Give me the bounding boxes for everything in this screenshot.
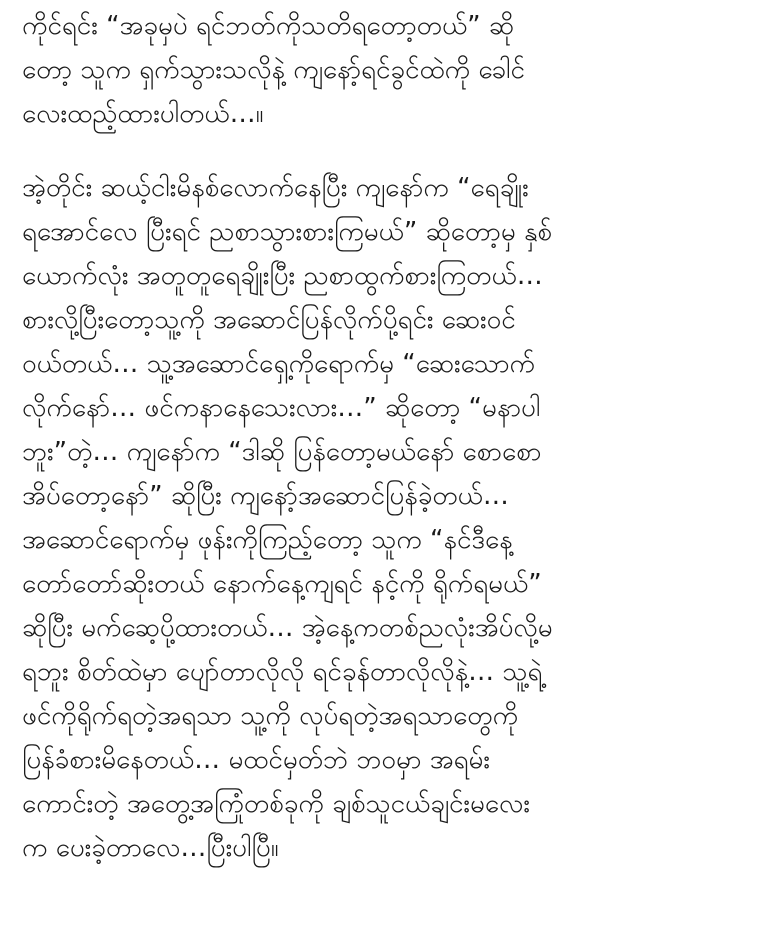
- text-line: ပြန်ခံစားမိနေတယ်… မထင်မှတ်ဘဲ ဘဝမှာ အရမ်း: [22, 745, 491, 775]
- text-line: ဘူး”တဲ့… ကျနော်က “ဒါဆို ပြန်တော့မယ်နော် စောစော: [22, 437, 542, 467]
- text-line: တော်တော်ဆိုးတယ် နောက်နေ့ကျရင် နင့်ကို ရိုက်ရမယ်”: [22, 569, 542, 599]
- text-line: အဲ့တိုင်း ဆယ့်ငါးမိနစ်လောက်နေပြီး ကျနော်က “ရေချိုး: [22, 173, 529, 203]
- text-line: တော့ သူက ရှက်သွားသလိုနဲ့ ကျနော့်ရင်ခွင်ထဲကို ခေါင်: [22, 55, 525, 85]
- paragraph-2: [22, 166, 746, 870]
- text-line: စားလို့ပြီးတော့သူ့ကို အဆောင်ပြန်လိုက်ပို့ရင်း ဆေးဝင်: [22, 305, 516, 335]
- text-line: ဝယ်တယ်… သူ့အဆောင်ရှေ့ကိုရောက်မှ “ဆေးသောက်: [22, 349, 535, 379]
- text-line: အိပ်တော့နော်” ဆိုပြီး ကျနော့်အဆောင်ပြန်ခဲ့တယ်…: [22, 481, 509, 511]
- text-line: ကိုင်ရင်း “အခုမှပဲ ရင်ဘတ်ကိုသတိရတော့တယ်” ဆို: [22, 11, 515, 41]
- text-line: ယောက်လုံး အတူတူရေချိုးပြီး ညစာထွက်စားကြတယ်…: [22, 261, 543, 291]
- text-line: က ပေးခဲ့တာလေ…ပြီးပါပြီ။: [22, 833, 279, 863]
- text-line: ရအောင်လေ ပြီးရင် ညစာသွားစားကြမယ်” ဆိုတော့မှ နှစ်: [22, 217, 553, 247]
- paragraph-1: [22, 4, 746, 136]
- text-line: လေးထည့်ထားပါတယ်…။: [22, 99, 264, 129]
- text-line: ရဘူး စိတ်ထဲမှာ ပျော်တာလိုလို ရင်ခုန်တာလိုလိုနဲ့… သူ့ရဲ့: [22, 657, 543, 687]
- text-line: ကောင်းတဲ့ အတွေ့အကြုံတစ်ခုကို ချစ်သူငယ်ချင်းမလေး: [22, 789, 530, 819]
- text-line: လိုက်နော်… ဖင်ကနာနေသေးလား…” ဆိုတော့ “မနာပါ: [22, 393, 541, 423]
- text-line: အဆောင်ရောက်မှ ဖုန်းကိုကြည့်တော့ သူက “နင်ဒီနေ့: [22, 525, 513, 555]
- text-line: ဆိုပြီး မက်ဆေ့ပို့ထားတယ်… အဲ့နေ့ကတစ်ညလုံးအိပ်လို့မ: [22, 613, 553, 643]
- text-line: ဖင်ကိုရိုက်ရတဲ့အရသာ သူ့ကို လုပ်ရတဲ့အရသာတွေကို: [22, 701, 519, 731]
